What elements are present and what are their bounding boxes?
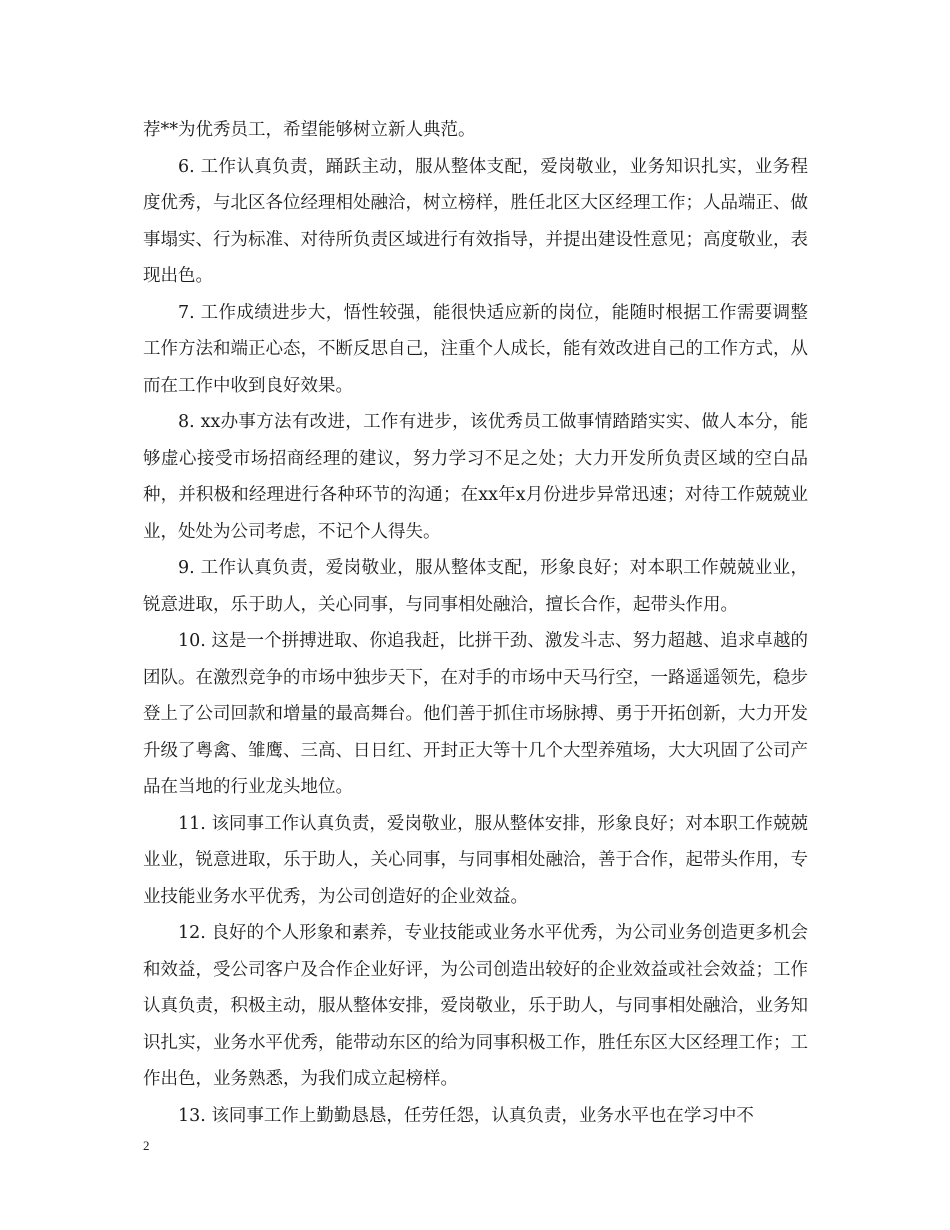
paragraph-item-12: 12. 良好的个人形象和素养，专业技能或业务水平优秀，为公司业务创造更多机会和效益，受公司客户及合作企业好评，为公司创造出较好的企业效益或社会效益；工作认真负责，积极主动，服从整体安排，爱岗敬业，乐于助人，与同事相处融洽，业务知识扎实，业务水平优秀，能带动东区的给为同事积极工作，胜任东区大区经理工作；工作出色，业务熟悉，为我们成立起榜样。: [143, 923, 808, 1089]
page-number: 2: [143, 1138, 150, 1153]
paragraph-item-9: 9. 工作认真负责，爱岗敬业，服从整体支配，形象良好；对本职工作兢兢业业，锐意进取，乐于助人，关心同事，与同事相处融洽，擅长合作，起带头作用。: [143, 558, 808, 615]
document-body: [143, 112, 808, 1134]
paragraph-item-11: 11. 该同事工作认真负责，爱岗敬业，服从整体安排，形象良好；对本职工作兢兢业业，锐意进取，乐于助人，关心同事，与同事相处融洽，善于合作，起带头作用，专业技能业务水平优秀，为公司创造好的企业效益。: [143, 813, 808, 907]
paragraph-item-6: 6. 工作认真负责，踊跃主动，服从整体支配，爱岗敬业，业务知识扎实，业务程度优秀，与北区各位经理相处融洽，树立榜样，胜任北区大区经理工作；人品端正、做事塌实、行为标准、对待所负责区域进行有效指导，并提出建设性意见；高度敬业，表现出色。: [143, 156, 808, 286]
paragraph-item-13: 13. 该同事工作上勤勤恳恳，任劳任怨，认真负责，业务水平也在学习中不: [178, 1105, 754, 1126]
paragraph-item-8: 8. xx办事方法有改进，工作有进步，该优秀员工做事情踏踏实实、做人本分，能够虚心接受市场招商经理的建议，努力学习不足之处；大力开发所负责区域的空白品种，并积极和经理进行各种环节的沟通；在xx年x月份进步异常迅速；对待工作兢兢业业，处处为公司考虑，不记个人得失。: [143, 412, 808, 542]
paragraph-continuation: 荐**为优秀员工，希望能够树立新人典范。: [143, 120, 476, 140]
paragraph-item-10: 10. 这是一个拼搏进取、你追我赶，比拼干劲、激发斗志、努力超越、追求卓越的团队。在激烈竞争的市场中独步天下，在对手的市场中天马行空，一路遥遥领先，稳步登上了公司回款和增量的最高舞台。他们善于抓住市场脉搏、勇于开拓创新，大力开发升级了粤禽、雏鹰、三高、日日红、开封正大等十几个大型养殖场，大大巩固了公司产品在当地的行业龙头地位。: [143, 631, 808, 797]
paragraph-item-7: 7. 工作成绩进步大，悟性较强，能很快适应新的岗位，能随时根据工作需要调整工作方法和端正心态，不断反思自己，注重个人成长，能有效改进自己的工作方式，从而在工作中收到良好效果。: [143, 302, 808, 396]
